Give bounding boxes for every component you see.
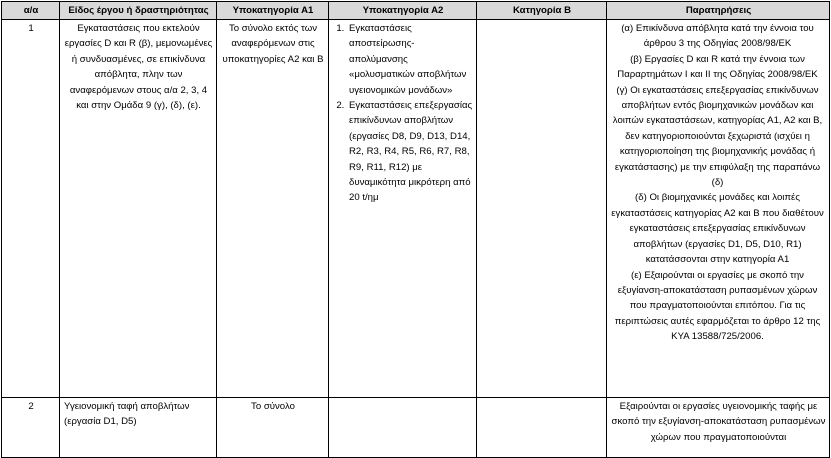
note-paragraph: (γ) Οι εγκαταστάσεις επεξεργασίας επικίνδυνων αποβλήτων εντός βιομηχανικών μονάδων και λοιπών εγκαταστάσεων, κατηγορίας Α1, Α2 και Β, δεν κατηγοριοποιούνται ξεχωριστά (ισχύει η κατηγοριοποίηση της βιομηχανικής μονάδας ή εγκατάστασης) με την επιφύλαξη της παραπάνω (δ) — [612, 84, 823, 189]
project-type-cell: Εγκαταστάσεις που εκτελούν εργασίες D και R (β), μεμονωμένες ή συνδυασμένες, σε επικίνδυνα απόβλητα, πλην των αναφερόμενων στους α/α 2, 3, 4 και στην Ομάδα 9 (γ), (δ), (ε). — [60, 20, 217, 398]
row-number: 1 — [2, 20, 60, 398]
header-project-type: Είδος έργου ή δραστηριότητας — [60, 2, 217, 20]
subcategory-a2-list — [333, 21, 473, 206]
subcategory-a2-cell — [329, 20, 477, 398]
category-b-cell — [477, 20, 607, 398]
note-paragraph: (ε) Εξαιρούνται οι εργασίες με σκοπό την εξυγίανση-αποκατάσταση ρυπασμένων χώρων που πραγματοποιούνται επιτόπου. Για τις περιπτώσεις αυτές εφαρμόζεται το άρθρο 12 της ΚΥΑ 13588/725/2006. — [614, 269, 821, 343]
note-paragraph: (β) Εργασίες D και R κατά την έννοια των Παραρτημάτων Ι και ΙΙ της Οδηγίας 2008/98/ΕΚ — [617, 53, 818, 81]
header-subcategory-a1: Υποκατηγορία Α1 — [217, 2, 329, 20]
notes-cell: Εξαιρούνται οι εργασίες υγειονομικής ταφής με σκοπό την εξυγίανση-αποκατάσταση ρυπασμένων χώρων που πραγματοποιούνται — [607, 398, 830, 458]
notes-cell — [607, 20, 830, 398]
category-b-cell — [477, 398, 607, 458]
subcategory-a1-cell: Το σύνολο εκτός των αναφερόμενων στις υποκατηγορίες Α2 και Β — [217, 20, 329, 398]
document-page — [1, 1, 830, 458]
classification-table — [1, 1, 830, 458]
subcategory-a1-cell: Το σύνολο — [217, 398, 329, 458]
project-type-cell: Υγειονομική ταφή αποβλήτων (εργασία D1, D5) — [60, 398, 217, 458]
header-notes: Παρατηρήσεις — [607, 2, 830, 20]
table-header-row — [2, 2, 830, 20]
note-paragraph: (α) Επικίνδυνα απόβλητα κατά την έννοια του άρθρου 3 της Οδηγίας 2008/98/ΕΚ — [621, 23, 814, 50]
list-item: 1. Εγκαταστάσεις αποστείρωσης-απολύμανσης «μολυσματικών αποβλήτων υγειονομικών μονάδων» — [347, 21, 473, 98]
note-paragraph: (δ) Οι βιομηχανικές μονάδες και λοιπές εγκαταστάσεις κατηγορίας Α2 και Β που διαθέτουν εγκαταστάσεις επεξεργασίας επικίνδυνων αποβλήτων (εργασίες D1, D5, D10, R1) κατατάσσονται στην κατηγορία Α1 — [611, 192, 824, 266]
header-category-b: Κατηγορία Β — [477, 2, 607, 20]
header-number: α/α — [2, 2, 60, 20]
header-subcategory-a2: Υποκατηγορία Α2 — [329, 2, 477, 20]
subcategory-a2-cell — [329, 398, 477, 458]
row-number: 2 — [2, 398, 60, 458]
table-row — [2, 398, 830, 458]
list-item: 2. Εγκαταστάσεις επεξεργασίας επικίνδυνων αποβλήτων (εργασίες D8, D9, D13, D14, R2, R3, R4, R5, R6, R7, R8, R9, R11, R12) με δυναμικότητα μικρότερη από 20 t/ημ — [347, 98, 473, 206]
table-row — [2, 20, 830, 398]
